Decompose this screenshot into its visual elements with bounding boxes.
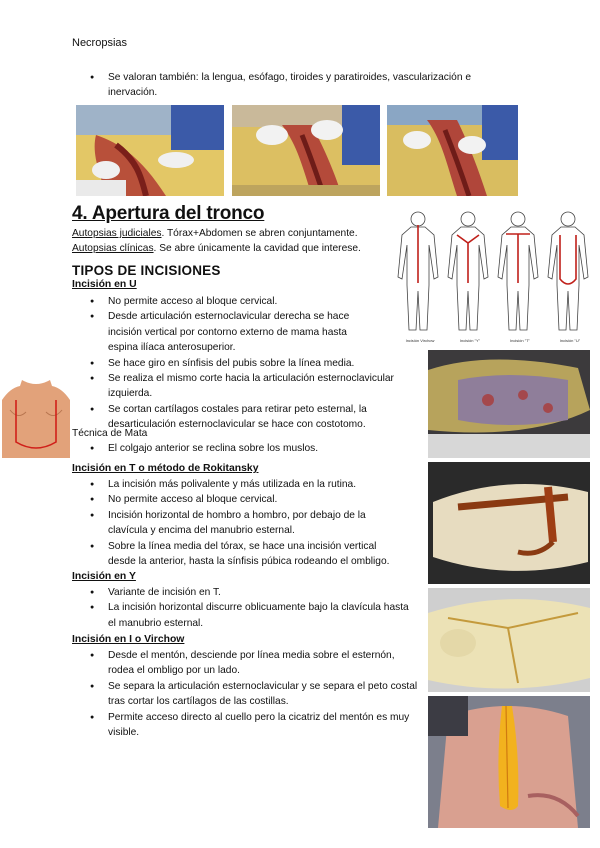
- cadaver-photo-2: [428, 462, 590, 584]
- list-item: ● Sobre la línea media del tórax, se hace una incisión vertical desde la anterior, hasta la sínfisis púbica rodeando el ombligo.: [72, 539, 398, 570]
- cadaver-photo-3: [428, 588, 590, 692]
- autopsias-judiciales: [72, 226, 358, 241]
- list-item: ● Incisión horizontal de hombro a hombro, por debajo de la clavícula y encima del manubrio esternal.: [72, 508, 398, 539]
- incision-u-title: Incisión en U: [72, 279, 137, 290]
- list-item: ● Se separa la articulación esternoclavicular y se separa el peto costal tras cortar los cartílagos de las costillas.: [72, 679, 424, 710]
- tipos-title: TIPOS DE INCISIONES: [72, 263, 221, 278]
- list-item: ● Variante de incisión en T.: [72, 585, 398, 600]
- list-item: ● Se hace giro en sínfisis del pubis sobre la línea media.: [72, 356, 398, 371]
- autopsias-clinicas-label: Autopsias clínicas: [72, 243, 154, 254]
- caption-y: Incisión "Y": [459, 338, 481, 343]
- list-item: ● Desde el mentón, desciende por línea media sobre el esternón, rodea el ombligo por un lado.: [72, 648, 398, 679]
- list-item: ● La incisión más polivalente y más utilizada en la rutina.: [72, 477, 398, 492]
- dissection-photo-1: [76, 105, 224, 196]
- list-item: ● No permite acceso al bloque cervical.: [72, 294, 398, 309]
- list-item: ● No permite acceso al bloque cervical.: [72, 492, 398, 507]
- caption-u: Incisión "U": [559, 338, 581, 343]
- incision-t-title: Incisión en T o método de Rokitansky: [72, 463, 259, 474]
- torso-u-incision-image: [0, 380, 72, 458]
- list-item: ● Se cortan cartílagos costales para retirar peto esternal, la desarticulación esternoclavicular se hace con costotomo.: [72, 402, 428, 433]
- caption-virchow: Incisión Virchow: [405, 338, 435, 343]
- autopsias-clinicas: [72, 241, 361, 256]
- list-item: ● Permite acceso directo al cuello pero la cicatriz del mentón es muy visible.: [72, 710, 424, 741]
- cadaver-photo-1: [428, 350, 590, 458]
- list-item: ● La incisión horizontal discurre oblicuamente bajo la clavícula hasta el manubrio esternal.: [72, 600, 418, 631]
- incision-i-title: Incisión en I o Virchow: [72, 634, 185, 645]
- list-item: ● Se realiza el mismo corte hacia la articulación esternoclavicular izquierda.: [72, 371, 428, 402]
- cadaver-photo-4: [428, 696, 590, 828]
- incision-u-list: [72, 294, 398, 433]
- list-item: ● El colgajo anterior se reclina sobre los muslos.: [72, 441, 402, 456]
- page-header: Necropsias: [72, 37, 128, 49]
- section-title: 4. Apertura del tronco: [72, 203, 265, 224]
- tecnica-mata-list: [72, 441, 402, 456]
- incision-diagram: [394, 205, 594, 351]
- list-item: ● Desde articulación esternoclavicular derecha se hace incisión vertical por contorno externo de mama hasta espina ilíaca anterosuperior.: [72, 309, 378, 355]
- tecnica-mata-label: Técnica de Mata: [72, 428, 148, 439]
- incision-y-list: [72, 585, 409, 631]
- dissection-photo-3: [387, 105, 518, 196]
- autopsias-clinicas-text: . Se abre únicamente la cavidad que interese.: [153, 243, 361, 254]
- incision-i-list: [72, 648, 418, 740]
- autopsias-judiciales-label: Autopsias judiciales: [72, 228, 162, 239]
- dissection-photo-2: [232, 105, 380, 196]
- incision-t-list: [72, 477, 398, 569]
- incision-y-title: Incisión en Y: [72, 571, 136, 582]
- list-item: ● Se valoran también: la lengua, esófago, tiroides y paratiroides, vascularización e inervación.: [72, 70, 512, 101]
- autopsias-judiciales-text: . Tórax+Abdomen se abren conjuntamente.: [161, 228, 358, 239]
- intro-list: [72, 70, 512, 101]
- caption-t: Incisión "T": [510, 338, 530, 343]
